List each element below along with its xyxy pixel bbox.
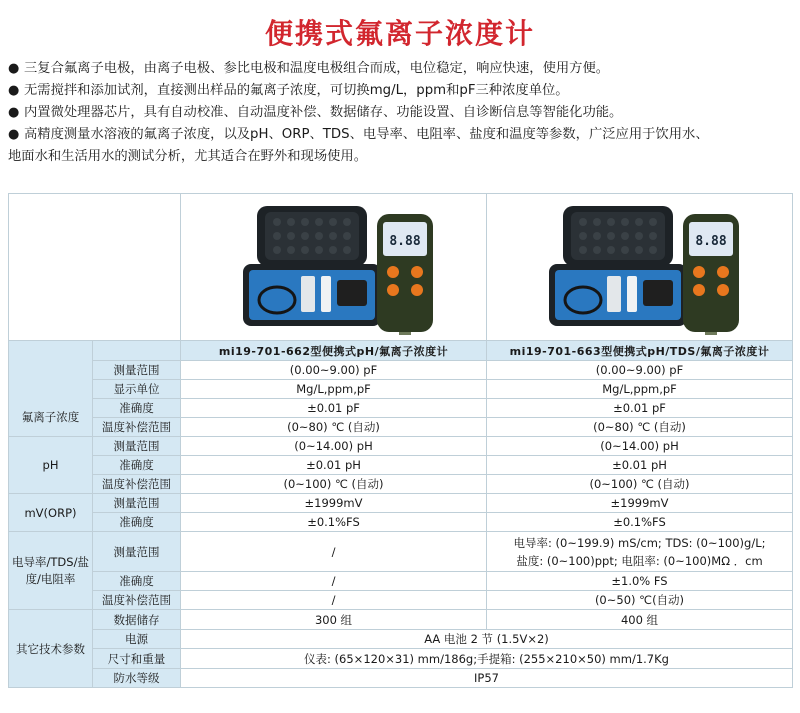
product-photo-662 <box>181 194 487 341</box>
category-other: 其它技术参数 <box>9 610 93 688</box>
table-row <box>9 532 793 572</box>
feature-text: 无需搅拌和添加试剂，直接测出样品的氟离子浓度，可切换mg/L，ppm和pF三种浓度单位。 <box>24 83 569 98</box>
spec-table <box>8 193 793 688</box>
table-row <box>9 630 793 649</box>
row-label: 准确度 <box>93 513 181 532</box>
cell-line: 盐度: (0~100)ppt; 电阻率: (0~100)MΩ ．cm <box>516 553 763 568</box>
feature-item <box>8 58 796 80</box>
row-label: 显示单位 <box>93 380 181 399</box>
row-label: 测量范围 <box>93 494 181 513</box>
feature-text: 内置微处理器芯片，具有自动校准、自动温度补偿、数据储存、功能设置、自诊断信息等智能化功能。 <box>24 105 623 120</box>
product-name-663: mi19-701-663型便携式pH/TDS/氟离子浓度计 <box>487 341 793 361</box>
cell-value: IP57 <box>181 669 793 688</box>
table-row <box>9 361 793 380</box>
cell-value: / <box>181 572 487 591</box>
cell-value: (0~100) ℃ (自动) <box>487 475 793 494</box>
cell-value: AA 电池 2 节 (1.5V×2) <box>181 630 793 649</box>
product-photo-663 <box>487 194 793 341</box>
bullet-icon: ● <box>8 61 20 76</box>
row-label: 尺寸和重量 <box>93 649 181 669</box>
bullet-icon: ● <box>8 83 20 98</box>
row-label: 数据储存 <box>93 610 181 630</box>
lcd-readout: 8.88 <box>694 233 727 249</box>
cell-value: ±1.0% FS <box>487 572 793 591</box>
feature-text: 高精度测量水溶液的氟离子浓度，以及pH、ORP、TDS、电导率、电阻率、盐度和温度等参数，广泛应用于饮用水、 <box>24 127 709 142</box>
table-row <box>9 380 793 399</box>
category-ph: pH <box>9 437 93 494</box>
meter-kit-icon <box>535 200 745 335</box>
table-row <box>9 418 793 437</box>
cell-value: ±0.1%FS <box>487 513 793 532</box>
row-label: 准确度 <box>93 572 181 591</box>
cell-value: (0~80) ℃ (自动) <box>487 418 793 437</box>
category-conductivity: 电导率/TDS/盐度/电阻率 <box>9 532 93 610</box>
table-row <box>9 475 793 494</box>
cell-value: ±0.01 pH <box>181 456 487 475</box>
row-label: 测量范围 <box>93 361 181 380</box>
cell-value: (0~80) ℃ (自动) <box>181 418 487 437</box>
cell-value: ±1999mV <box>487 494 793 513</box>
cell-value: ±0.1%FS <box>181 513 487 532</box>
cell-value: (0~100) ℃ (自动) <box>181 475 487 494</box>
cell-value: / <box>181 591 487 610</box>
category-mv: mV(ORP) <box>9 494 93 532</box>
cell-value: ±0.01 pF <box>487 399 793 418</box>
lcd-readout: 8.88 <box>388 233 421 249</box>
cell-value: / <box>181 532 487 572</box>
cell-value: ±0.01 pH <box>487 456 793 475</box>
cell-value: 仪表: (65×120×31) mm/186g;手提箱: (255×210×50) mm/1.7Kg <box>181 649 793 669</box>
cell-value: Mg/L,ppm,pF <box>181 380 487 399</box>
feature-text-continued: 地面水和生活用水的测试分析，尤其适合在野外和现场使用。 <box>8 149 368 164</box>
cell-value: 400 组 <box>487 610 793 630</box>
table-row <box>9 456 793 475</box>
cell-line: 电导率: (0~199.9) mS/cm; TDS: (0~100)g/L; <box>513 535 766 550</box>
cell-value: (0~14.00) pH <box>181 437 487 456</box>
photo-row <box>9 194 793 341</box>
meter-kit-icon <box>229 200 439 335</box>
table-row <box>9 572 793 591</box>
row-label: 温度补偿范围 <box>93 591 181 610</box>
feature-item <box>8 80 796 102</box>
cell-value: (0~14.00) pH <box>487 437 793 456</box>
header-row <box>9 341 793 361</box>
category-blank <box>9 341 93 399</box>
table-row <box>9 513 793 532</box>
table-row <box>9 399 793 418</box>
row-label: 测量范围 <box>93 532 181 572</box>
corner-blank <box>9 194 181 341</box>
row-label: 温度补偿范围 <box>93 475 181 494</box>
table-row <box>9 494 793 513</box>
feature-text: 三复合氟离子电极，由离子电极、参比电极和温度电极组合而成，电位稳定，响应快速，使用方便。 <box>24 61 610 76</box>
cell-value-multiline <box>487 532 793 572</box>
table-row <box>9 591 793 610</box>
table-row <box>9 610 793 630</box>
cell-value: (0~50) ℃(自动) <box>487 591 793 610</box>
cell-value: ±1999mV <box>181 494 487 513</box>
cell-value: ±0.01 pF <box>181 399 487 418</box>
row-label: 防水等级 <box>93 669 181 688</box>
header-blank <box>93 341 181 361</box>
bullet-icon: ● <box>8 105 20 120</box>
feature-list <box>8 58 796 168</box>
feature-item <box>8 124 796 168</box>
row-label: 准确度 <box>93 456 181 475</box>
bullet-icon: ● <box>8 127 20 142</box>
row-label: 测量范围 <box>93 437 181 456</box>
cell-value: 300 组 <box>181 610 487 630</box>
cell-value: (0.00~9.00) pF <box>181 361 487 380</box>
cell-value: (0.00~9.00) pF <box>487 361 793 380</box>
table-row <box>9 649 793 669</box>
cell-value: Mg/L,ppm,pF <box>487 380 793 399</box>
category-fluoride: 氟离子浓度 <box>9 399 93 437</box>
table-row <box>9 669 793 688</box>
row-label: 电源 <box>93 630 181 649</box>
feature-item <box>8 102 796 124</box>
page-title: 便携式氟离子浓度计 <box>264 17 535 50</box>
product-name-662: mi19-701-662型便携式pH/氟离子浓度计 <box>181 341 487 361</box>
row-label: 准确度 <box>93 399 181 418</box>
table-row <box>9 437 793 456</box>
row-label: 温度补偿范围 <box>93 418 181 437</box>
